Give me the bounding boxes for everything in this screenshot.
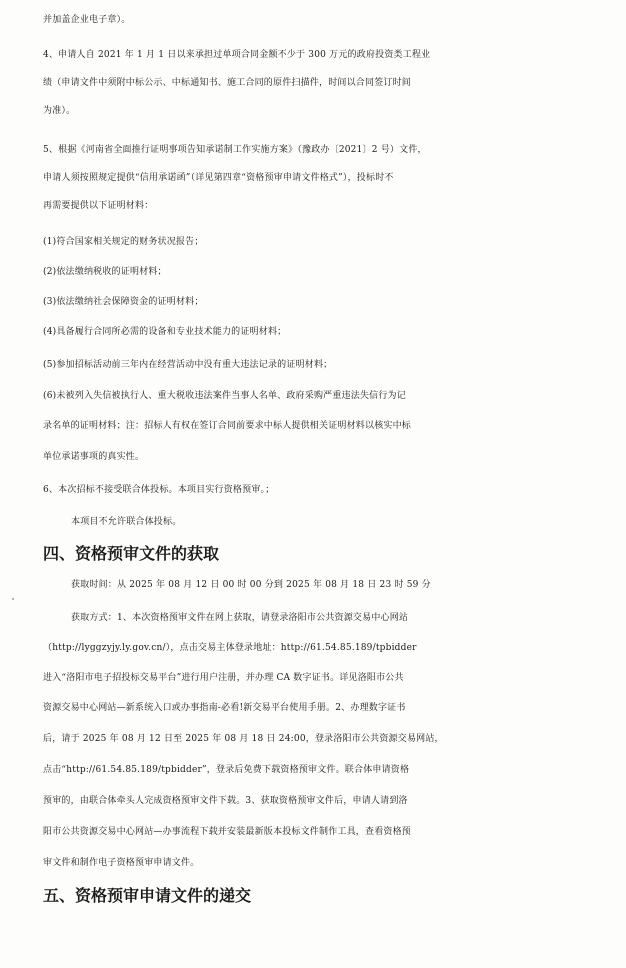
text-line: 为准）。 [43,106,76,116]
text-line: (4)具备履行合同所必需的设备和专业技术能力的证明材料； [43,327,287,337]
text-line: 审文件和制作电子资格预审申请文件。 [43,858,200,868]
text-line: 再需要提供以下证明材料： [43,201,154,211]
text-line: (3)依法缴纳社会保障资金的证明材料； [43,297,204,307]
text-line: 绩（申请文件中须附中标公示、中标通知书、施工合同的原件扫描件，时间以合同签订时间 [43,78,412,88]
text-line: 录名单的证明材料；注：招标人有权在签订合同前要求中标人提供相关证明材料以核实中标 [43,421,412,431]
text-line: 阳市公共资源交易中心网站—办事流程下载并安装最新版本投标文件制作工具，查看资格预 [43,827,412,837]
text-line: 并加盖企业电子章）。 [43,15,131,25]
text-line: 点击“http://61.54.85.189/tpbidder”，登录后免费下载资格预审文件。联合体申请资格 [43,765,410,775]
section-heading: 四、资格预审文件的获取 [43,544,220,563]
text-line: (2)依法缴纳税收的证明材料； [43,267,167,277]
text-line: 预审的，由联合体牵头人完成资格预审文件下载。3、获取资格预审文件后，申请人请到洛 [43,796,408,806]
text-line: (1)符合国家相关规定的财务状况报告； [43,237,204,247]
text-line: 后，请于 2025 年 08 月 12 日至 2025 年 08 月 18 日 24:00，登录洛阳市公共资源交易网站， [43,734,444,744]
text-line: (6)未被列入失信被执行人、重大税收违法案件当事人名单、政府采购严重违法失信行为记 [43,391,406,401]
text-line: (5)参加招标活动前三年内在经营活动中没有重大违法记录的证明材料； [43,360,333,370]
text-line: （http://lyggzyjy.ly.gov.cn/），点击交易主体登录地址：http://61.54.85.189/tpbidder [43,643,417,653]
scan-speck [12,598,14,600]
text-line: 获取方式：1、本次资格预审文件在网上获取，请登录洛阳市公共资源交易中心网站 [71,613,409,623]
text-line: 获取时间：从 2025 年 08 月 12 日 00 时 00 分到 2025 年 08 月 18 日 23 时 59 分 [71,580,431,590]
text-line: 6、本次招标不接受联合体投标。本项目实行资格预审。； [43,485,275,495]
text-line: 4、申请人自 2021 年 1 月 1 日以来承担过单项合同金额不少于 300 万元的政府投资类工程业 [43,50,431,60]
section-heading: 五、资格预审申请文件的递交 [43,886,252,905]
text-line: 5、根据《河南省全面推行证明事项告知承诺制工作实施方案》（豫政办〔2021〕2 号）文件， [43,145,427,155]
text-line: 本项目不允许联合体投标。 [71,517,182,527]
text-line: 资源交易中心网站—新系统入口或办事指南-必看!新交易平台使用手册。2、办理数字证书 [43,703,406,713]
text-line: 进入“洛阳市电子招投标交易平台”进行用户注册，并办理 CA 数字证书。详见洛阳市公共 [43,673,404,683]
text-line: 单位承诺事项的真实性。 [43,452,145,462]
text-line: 申请人须按照规定提供“信用承诺函”（详见第四章“资格预审申请文件格式”），投标时不 [43,173,394,183]
